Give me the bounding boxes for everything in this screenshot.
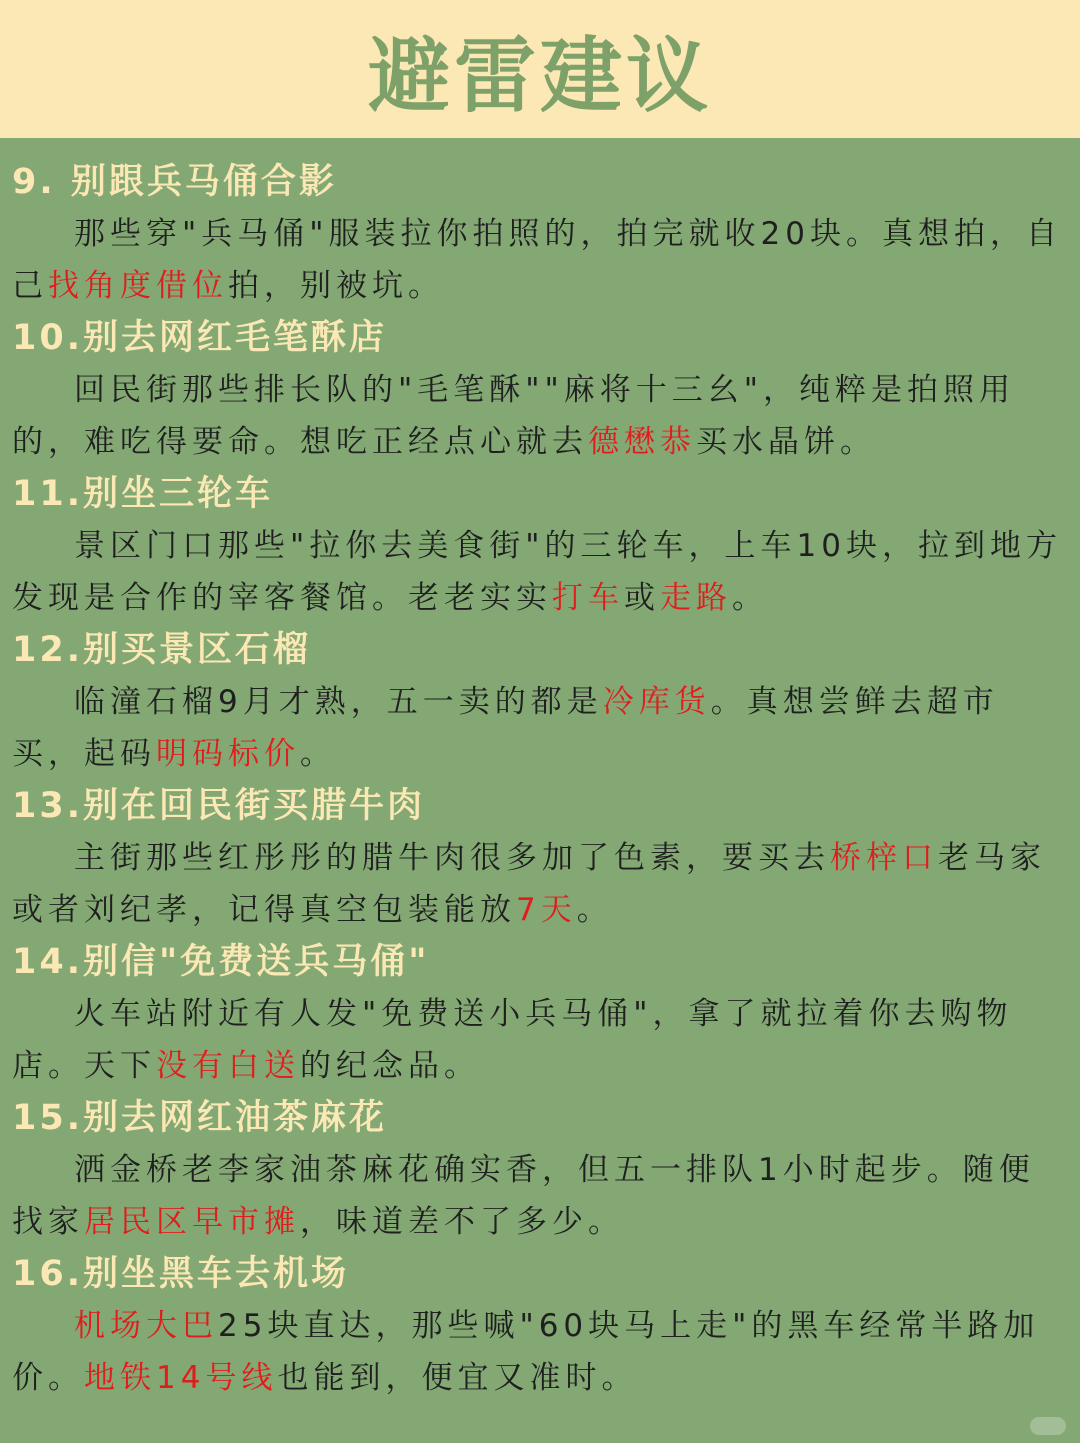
highlight-text: 地铁14号线	[84, 1360, 278, 1396]
highlight-text: 找角度借位	[48, 268, 228, 304]
tip-body	[12, 1144, 1068, 1248]
tip-title: 10.别去网红毛笔酥店	[12, 318, 388, 358]
tip-body	[12, 520, 1068, 624]
body-text: 买水晶饼。	[696, 424, 876, 460]
highlight-text: 桥梓口	[830, 840, 938, 876]
highlight-text: 机场大巴	[74, 1308, 218, 1344]
body-text: 。	[300, 736, 336, 772]
body-text: 拍，别被坑。	[228, 268, 444, 304]
body-text: 洒金桥老李家油茶麻花确实香，但五一排队1小时起步。随便找家	[12, 1152, 1035, 1240]
page-title: 避雷建议	[367, 28, 712, 124]
tip-title: 14.别信"免费送兵马俑"	[12, 942, 430, 982]
body-text: 或	[624, 580, 660, 616]
body-text: 那些穿"兵马俑"服装拉你拍照的，拍完就收20块。真想拍，自己	[12, 216, 1062, 304]
header-banner	[0, 0, 1080, 138]
highlight-text: 居民区早市摊	[84, 1204, 300, 1240]
tip-title: 16.别坐黑车去机场	[12, 1254, 350, 1294]
body-text: 。	[576, 892, 613, 928]
tip-item	[12, 1092, 1068, 1248]
tip-title: 9. 别跟兵马俑合影	[12, 162, 337, 202]
tip-item	[12, 312, 1068, 468]
tips-list	[0, 138, 1080, 1404]
highlight-text: 德懋恭	[588, 424, 696, 460]
tip-item	[12, 468, 1068, 624]
body-text: 。真想尝鲜去超市买，起码	[12, 684, 999, 772]
highlight-text: 冷库货	[602, 684, 711, 720]
tip-item	[12, 1248, 1068, 1404]
tip-body	[12, 208, 1068, 312]
tip-title: 12.别买景区石榴	[12, 630, 312, 670]
body-text: ，味道差不了多少。	[300, 1204, 624, 1240]
tip-body	[12, 832, 1068, 936]
tip-title: 11.别坐三轮车	[12, 474, 274, 514]
body-text: 主街那些红彤彤的腊牛肉很多加了色素，要买去	[74, 840, 830, 876]
body-text: 。	[732, 580, 768, 616]
watermark-badge	[1030, 1417, 1066, 1435]
body-text: 老马家或者刘纪孝，记得真空包装能放	[12, 840, 1046, 928]
body-text: 回民街那些排长队的"毛笔酥""麻将十三幺"，纯粹是拍照用的，难吃得要命。想吃正经点心就去	[12, 372, 1016, 460]
tip-title: 13.别在回民街买腊牛肉	[12, 786, 426, 826]
tip-item	[12, 156, 1068, 312]
tip-body	[12, 364, 1068, 468]
highlight-text: 没有白送	[156, 1048, 300, 1084]
body-text: 也能到，便宜又准时。	[277, 1360, 638, 1396]
highlight-text: 明码标价	[156, 736, 300, 772]
body-text: 临潼石榴9月才熟，五一卖的都是	[74, 684, 603, 720]
highlight-text: 走路	[660, 580, 732, 616]
body-text: 的纪念品。	[300, 1048, 480, 1084]
tip-body	[12, 1300, 1068, 1404]
body-text: 景区门口那些"拉你去美食街"的三轮车，上车10块，拉到地方发现是合作的宰客餐馆。老老实实	[12, 528, 1062, 616]
body-text: 25块直达，那些喊"60块马上走"的黑车经常半路加价。	[12, 1308, 1040, 1396]
tip-item	[12, 936, 1068, 1092]
tip-body	[12, 988, 1068, 1092]
tip-title: 15.别去网红油茶麻花	[12, 1098, 388, 1138]
tip-body	[12, 676, 1068, 780]
highlight-text: 7天	[516, 892, 577, 928]
body-text: 火车站附近有人发"免费送小兵马俑"，拿了就拉着你去购物店。天下	[12, 996, 1013, 1084]
tip-item	[12, 624, 1068, 780]
highlight-text: 打车	[552, 580, 624, 616]
tip-item	[12, 780, 1068, 936]
